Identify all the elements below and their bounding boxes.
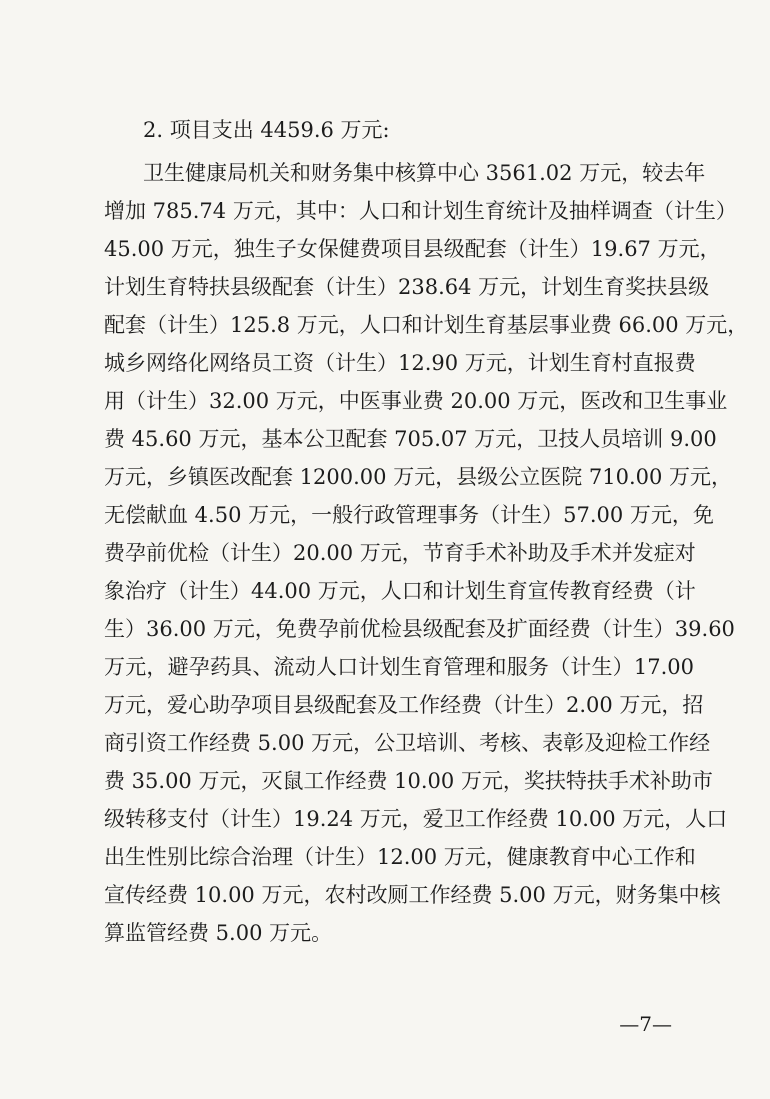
paragraph-line: 用（计生）32.00 万元，中医事业费 20.00 万元，医改和卫生事业 xyxy=(104,389,728,413)
paragraph-line: 象治疗（计生）44.00 万元，人口和计划生育宣传教育经费（计 xyxy=(104,579,696,603)
paragraph-line: 费 35.00 万元，灭鼠工作经费 10.00 万元，奖扶特扶手术补助市 xyxy=(104,769,713,793)
paragraph-line: 万元，避孕药具、流动人口计划生育管理和服务（计生）17.00 xyxy=(104,655,694,679)
paragraph-line: 出生性别比综合治理（计生）12.00 万元，健康教育中心工作和 xyxy=(104,845,696,869)
paragraph-line: 费孕前优检（计生）20.00 万元，节育手术补助及手术并发症对 xyxy=(104,541,696,565)
paragraph-line: 商引资工作经费 5.00 万元，公卫培训、考核、表彰及迎检工作经 xyxy=(104,731,711,755)
paragraph-line: 算监管经费 5.00 万元。 xyxy=(104,921,333,945)
paragraph-line: 计划生育特扶县级配套（计生）238.64 万元，计划生育奖扶县级 xyxy=(104,275,710,299)
paragraph-line: 城乡网络化网络员工资（计生）12.90 万元，计划生育村直报费 xyxy=(104,351,696,375)
page-number: —7— xyxy=(619,1012,672,1036)
paragraph-line: 级转移支付（计生）19.24 万元，爱卫工作经费 10.00 万元，人口 xyxy=(104,807,728,831)
section-heading: 2. 项目支出 4459.6 万元: xyxy=(143,118,390,142)
paragraph-line: 卫生健康局机关和财务集中核算中心 3561.02 万元，较去年 xyxy=(143,161,706,185)
paragraph-line: 宣传经费 10.00 万元，农村改厕工作经费 5.00 万元，财务集中核 xyxy=(104,883,721,907)
paragraph-line: 万元，爱心助孕项目县级配套及工作经费（计生）2.00 万元，招 xyxy=(104,693,704,717)
paragraph-line: 无偿献血 4.50 万元，一般行政管理事务（计生）57.00 万元，免 xyxy=(104,503,714,527)
paragraph-line: 生）36.00 万元，免费孕前优检县级配套及扩面经费（计生）39.60 xyxy=(104,617,735,641)
paragraph-line: 配套（计生）125.8 万元，人口和计划生育基层事业费 66.00 万元， xyxy=(104,313,749,337)
paragraph-line: 费 45.60 万元，基本公卫配套 705.07 万元，卫技人员培训 9.00 xyxy=(104,427,717,451)
paragraph-line: 45.00 万元，独生子女保健费项目县级配套（计生）19.67 万元， xyxy=(104,237,721,261)
paragraph-line: 万元，乡镇医改配套 1200.00 万元，县级公立医院 710.00 万元， xyxy=(104,465,733,489)
paragraph-line: 增加 785.74 万元，其中：人口和计划生育统计及抽样调查（计生） xyxy=(104,199,737,223)
